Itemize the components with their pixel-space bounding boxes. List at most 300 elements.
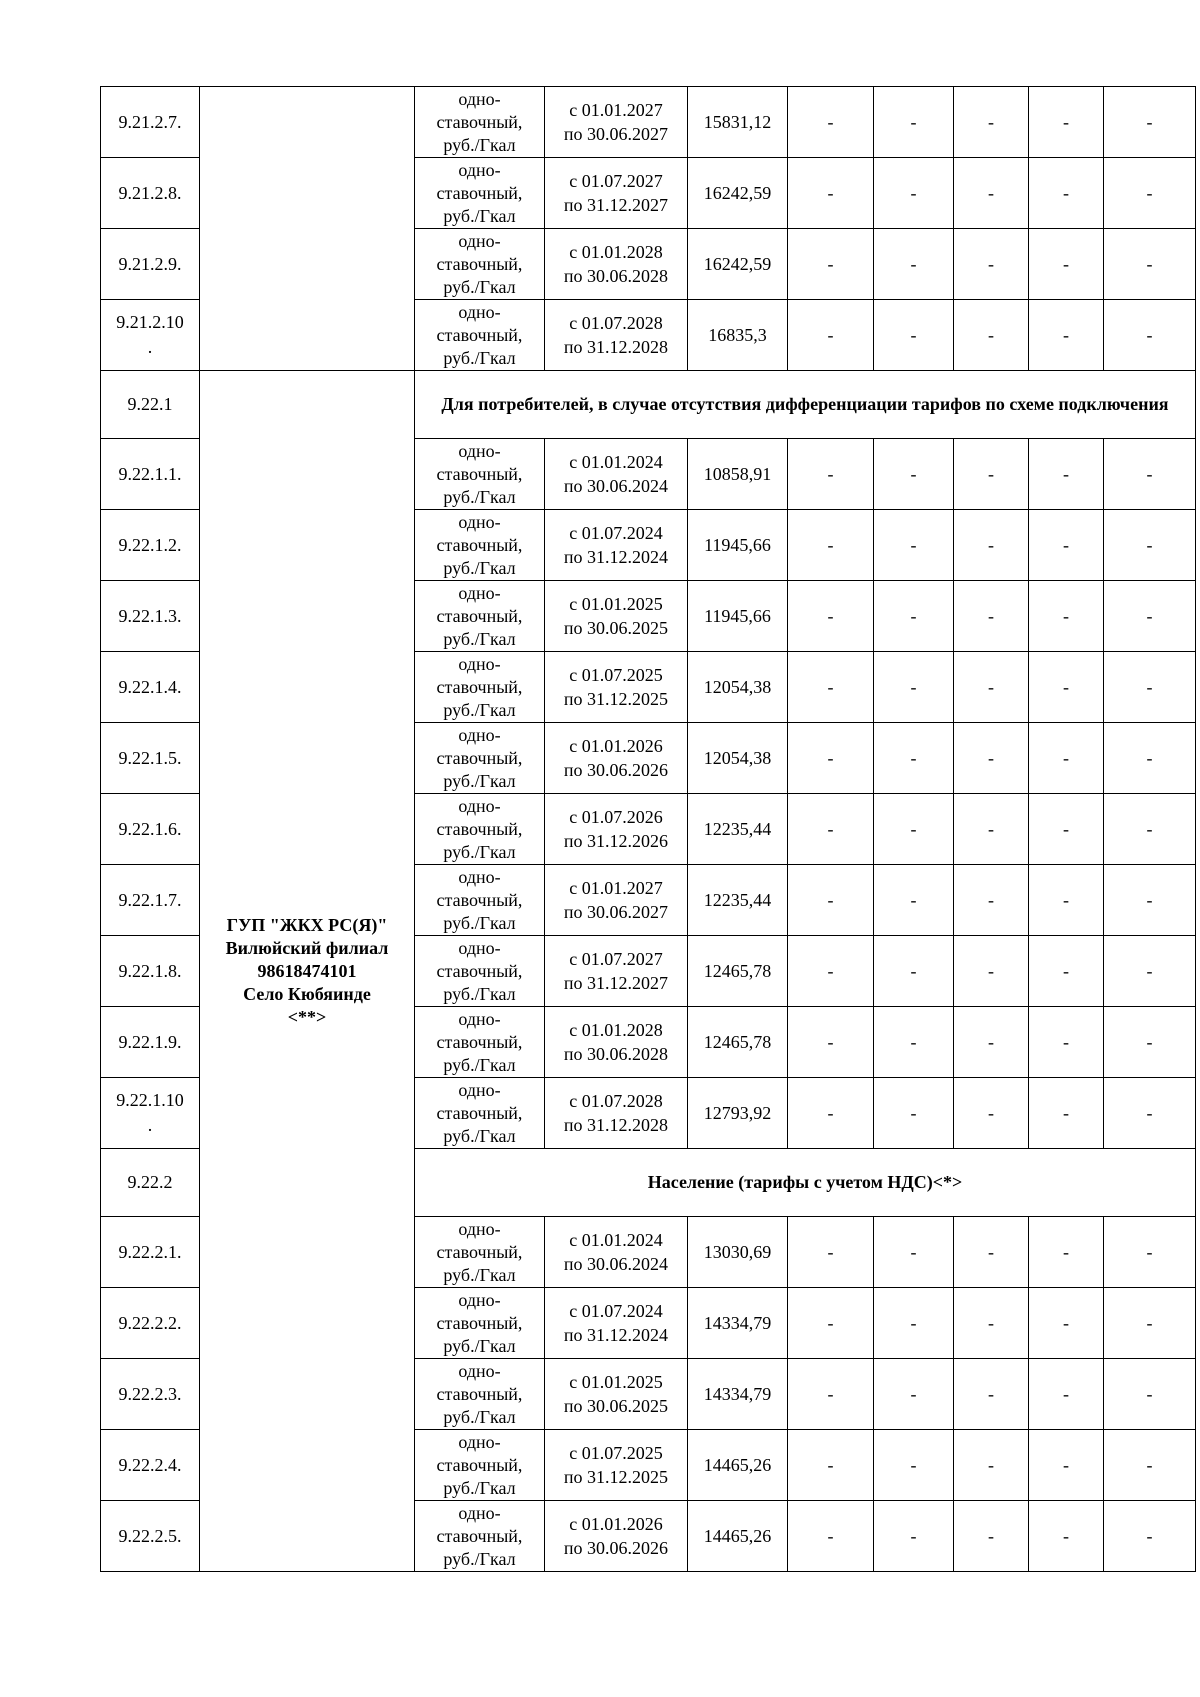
empty-value-dash: - [1104, 1430, 1196, 1501]
empty-value-dash: - [1029, 936, 1104, 1007]
row-number [101, 652, 200, 723]
period-cell [545, 87, 688, 158]
empty-value-dash: - [1029, 158, 1104, 229]
period-cell [545, 158, 688, 229]
row-number-text: 9.22.2 [127, 1172, 173, 1192]
empty-value-dash: - [874, 1288, 954, 1359]
tariff-type-line: руб./Гкал [443, 134, 516, 155]
period-cell [545, 1078, 688, 1149]
row-number-text: 9.22.1.5. [118, 747, 182, 768]
tariff-value: 16835,3 [688, 300, 788, 371]
empty-value-dash: - [874, 87, 954, 158]
period-from: с 01.07.2027 [569, 949, 663, 969]
tariff-type-line: руб./Гкал [443, 912, 516, 933]
period-from: с 01.07.2025 [569, 665, 663, 685]
period-from: с 01.07.2024 [569, 523, 663, 543]
row-number [101, 371, 200, 439]
tariff-type [415, 794, 545, 865]
row-number [101, 229, 200, 300]
tariff-type-line: ставочный, [436, 1031, 523, 1052]
tariff-type-line: одно- [458, 582, 501, 603]
period-cell [545, 581, 688, 652]
row-number [101, 1501, 200, 1572]
row-number-text: 9.21.2.9. [118, 253, 182, 274]
period-cell [545, 1359, 688, 1430]
tariff-type-line: руб./Гкал [443, 1125, 516, 1146]
empty-value-dash: - [788, 865, 874, 936]
row-number-text: 9.22.2.2. [118, 1312, 182, 1333]
row-number [101, 723, 200, 794]
period-from: с 01.07.2028 [569, 313, 663, 333]
empty-value-dash: - [954, 794, 1029, 865]
empty-value-dash: - [1104, 1288, 1196, 1359]
row-number [101, 439, 200, 510]
tariff-type [415, 1288, 545, 1359]
organization-cell [200, 371, 415, 1572]
organization-line: ГУП "ЖКХ РС(Я)" [226, 914, 388, 935]
empty-value-dash: - [954, 652, 1029, 723]
tariff-type-line: ставочный, [436, 1241, 523, 1262]
empty-value-dash: - [1104, 936, 1196, 1007]
tariff-type-line: руб./Гкал [443, 486, 516, 507]
tariff-type-line: одно- [458, 1502, 501, 1523]
tariff-type-line: руб./Гкал [443, 347, 516, 368]
row-number [101, 510, 200, 581]
tariff-value: 12054,38 [688, 723, 788, 794]
tariff-type-line: руб./Гкал [443, 699, 516, 720]
empty-value-dash: - [1029, 300, 1104, 371]
tariff-type-line: одно- [458, 159, 501, 180]
empty-value-dash: - [1104, 1501, 1196, 1572]
tariff-type [415, 936, 545, 1007]
row-number [101, 794, 200, 865]
tariff-type-line: ставочный, [436, 1312, 523, 1333]
tariff-type-line: ставочный, [436, 534, 523, 555]
empty-value-dash: - [954, 1007, 1029, 1078]
empty-value-dash: - [954, 1078, 1029, 1149]
empty-value-dash: - [1029, 1007, 1104, 1078]
tariff-type [415, 1359, 545, 1430]
organization-line: 98618474101 [257, 960, 357, 981]
tariff-type [415, 439, 545, 510]
tariff-value: 12054,38 [688, 652, 788, 723]
period-to: по 30.06.2028 [563, 266, 669, 286]
empty-value-dash: - [1104, 865, 1196, 936]
row-number-text: 9.22.1.3. [118, 605, 182, 626]
empty-value-dash: - [954, 158, 1029, 229]
empty-value-dash: - [874, 1430, 954, 1501]
tariff-type-line: ставочный, [436, 1525, 523, 1546]
period-cell [545, 510, 688, 581]
empty-value-dash: - [1029, 1359, 1104, 1430]
organization-line: Вилюйский филиал [225, 937, 389, 958]
tariff-type-line: одно- [458, 511, 501, 532]
tariff-type-line: ставочный, [436, 676, 523, 697]
period-from: с 01.07.2026 [569, 807, 663, 827]
empty-value-dash: - [954, 87, 1029, 158]
empty-value-dash: - [954, 723, 1029, 794]
period-to: по 30.06.2025 [563, 618, 669, 638]
tariff-value: 12465,78 [688, 936, 788, 1007]
row-number-text: 9.22.1.10 [116, 1090, 184, 1110]
tariff-type-line: одно- [458, 1008, 501, 1029]
empty-value-dash: - [1029, 1078, 1104, 1149]
tariff-type-line: руб./Гкал [443, 628, 516, 649]
empty-value-dash: - [954, 581, 1029, 652]
empty-value-dash: - [788, 229, 874, 300]
period-from: с 01.01.2028 [569, 1020, 663, 1040]
period-cell [545, 723, 688, 794]
period-to: по 30.06.2027 [563, 902, 669, 922]
row-number [101, 158, 200, 229]
period-cell [545, 1430, 688, 1501]
tariff-type [415, 1430, 545, 1501]
empty-value-dash: - [1029, 87, 1104, 158]
row-number [101, 1430, 200, 1501]
empty-value-dash: - [1029, 794, 1104, 865]
empty-value-dash: - [1029, 1217, 1104, 1288]
tariff-type-line: руб./Гкал [443, 1054, 516, 1075]
period-from: с 01.01.2024 [569, 452, 663, 472]
period-to: по 31.12.2026 [563, 831, 669, 851]
tariff-type [415, 229, 545, 300]
empty-value-dash: - [874, 510, 954, 581]
empty-value-dash: - [1104, 723, 1196, 794]
period-from: с 01.01.2027 [569, 878, 663, 898]
row-number [101, 1359, 200, 1430]
period-cell [545, 794, 688, 865]
tariff-value: 12465,78 [688, 1007, 788, 1078]
empty-value-dash: - [1104, 1217, 1196, 1288]
period-to: по 31.12.2028 [563, 1115, 669, 1135]
row-number-text: 9.22.1.4. [118, 676, 182, 697]
empty-value-dash: - [874, 1501, 954, 1572]
empty-value-dash: - [954, 1501, 1029, 1572]
tariff-type [415, 87, 545, 158]
tariff-type-line: ставочный, [436, 605, 523, 626]
tariff-type-line: руб./Гкал [443, 841, 516, 862]
organization-line: Село Кюбяинде [243, 983, 371, 1004]
empty-value-dash: - [954, 439, 1029, 510]
tariff-type-line: руб./Гкал [443, 1477, 516, 1498]
empty-value-dash: - [874, 439, 954, 510]
tariff-type [415, 1217, 545, 1288]
period-cell [545, 1007, 688, 1078]
tariff-type [415, 1501, 545, 1572]
period-to: по 31.12.2027 [563, 973, 669, 993]
table-row [101, 87, 1196, 158]
empty-value-dash: - [1029, 1501, 1104, 1572]
empty-value-dash: - [1029, 581, 1104, 652]
empty-value-dash: - [954, 865, 1029, 936]
tariff-type-line: одно- [458, 937, 501, 958]
period-to: по 31.12.2027 [563, 195, 669, 215]
row-number [101, 87, 200, 158]
row-number-text: 9.21.2.7. [118, 111, 182, 132]
empty-value-dash: - [1029, 652, 1104, 723]
empty-value-dash: - [788, 1430, 874, 1501]
period-to: по 31.12.2025 [563, 1467, 669, 1487]
row-number [101, 936, 200, 1007]
tariff-type-line: одно- [458, 866, 501, 887]
period-cell [545, 1501, 688, 1572]
period-cell [545, 865, 688, 936]
row-number-text: 9.22.1.7. [118, 889, 182, 910]
empty-value-dash: - [874, 652, 954, 723]
period-cell [545, 229, 688, 300]
tariff-value: 12235,44 [688, 865, 788, 936]
empty-value-dash: - [954, 936, 1029, 1007]
empty-value-dash: - [788, 652, 874, 723]
tariff-value: 11945,66 [688, 581, 788, 652]
empty-value-dash: - [1104, 439, 1196, 510]
row-number [101, 300, 200, 371]
tariff-value: 14334,79 [688, 1288, 788, 1359]
tariff-value: 12235,44 [688, 794, 788, 865]
empty-value-dash: - [954, 1430, 1029, 1501]
empty-value-dash: - [788, 1078, 874, 1149]
period-to: по 30.06.2027 [563, 124, 669, 144]
empty-value-dash: - [954, 1217, 1029, 1288]
empty-value-dash: - [1029, 510, 1104, 581]
tariff-type-line: ставочный, [436, 889, 523, 910]
empty-value-dash: - [788, 1359, 874, 1430]
empty-value-dash: - [874, 229, 954, 300]
tariff-type [415, 652, 545, 723]
tariff-value: 15831,12 [688, 87, 788, 158]
empty-value-dash: - [874, 581, 954, 652]
empty-value-dash: - [1104, 794, 1196, 865]
empty-value-dash: - [788, 1501, 874, 1572]
tariff-type-line: одно- [458, 1360, 501, 1381]
tariff-table [100, 86, 1196, 1572]
empty-value-dash: - [954, 1288, 1029, 1359]
tariff-type-line: ставочный, [436, 1454, 523, 1475]
period-to: по 30.06.2024 [563, 1254, 669, 1274]
row-number [101, 1217, 200, 1288]
row-number-text: 9.22.1.6. [118, 818, 182, 839]
empty-value-dash: - [954, 510, 1029, 581]
period-to: по 30.06.2026 [563, 1538, 669, 1558]
period-to: по 31.12.2025 [563, 689, 669, 709]
tariff-type-line: одно- [458, 795, 501, 816]
empty-value-dash: - [788, 581, 874, 652]
row-number-text: . [147, 337, 153, 357]
tariff-type-line: руб./Гкал [443, 983, 516, 1004]
empty-value-dash: - [1029, 865, 1104, 936]
period-from: с 01.01.2027 [569, 100, 663, 120]
tariff-type [415, 300, 545, 371]
empty-value-dash: - [788, 300, 874, 371]
period-from: с 01.07.2024 [569, 1301, 663, 1321]
empty-value-dash: - [1104, 510, 1196, 581]
period-to: по 30.06.2028 [563, 1044, 669, 1064]
row-number-text: 9.22.2.3. [118, 1383, 182, 1404]
row-number-text: 9.22.1.9. [118, 1031, 182, 1052]
empty-value-dash: - [1104, 87, 1196, 158]
period-to: по 30.06.2025 [563, 1396, 669, 1416]
row-number [101, 581, 200, 652]
empty-value-dash: - [788, 1007, 874, 1078]
row-number-text: 9.22.1.8. [118, 960, 182, 981]
empty-value-dash: - [1104, 1007, 1196, 1078]
row-number-text: 9.21.2.8. [118, 182, 182, 203]
tariff-type-line: одно- [458, 440, 501, 461]
tariff-type-line: ставочный, [436, 1383, 523, 1404]
empty-value-dash: - [788, 510, 874, 581]
empty-value-dash: - [954, 300, 1029, 371]
tariff-type-line: одно- [458, 230, 501, 251]
tariff-type-line: ставочный, [436, 818, 523, 839]
organization-line: <**> [287, 1006, 327, 1027]
tariff-value: 14465,26 [688, 1430, 788, 1501]
empty-value-dash: - [1029, 229, 1104, 300]
period-from: с 01.01.2026 [569, 736, 663, 756]
period-from: с 01.01.2024 [569, 1230, 663, 1250]
period-cell [545, 652, 688, 723]
period-from: с 01.07.2028 [569, 1091, 663, 1111]
empty-value-dash: - [1029, 1288, 1104, 1359]
empty-value-dash: - [874, 1359, 954, 1430]
row-number [101, 865, 200, 936]
prev-organization-cell [200, 87, 415, 371]
tariff-type-line: одно- [458, 88, 501, 109]
empty-value-dash: - [788, 158, 874, 229]
empty-value-dash: - [1104, 300, 1196, 371]
tariff-type [415, 1078, 545, 1149]
tariff-type-line: одно- [458, 1079, 501, 1100]
tariff-type [415, 723, 545, 794]
empty-value-dash: - [874, 936, 954, 1007]
period-to: по 31.12.2024 [563, 547, 669, 567]
empty-value-dash: - [874, 723, 954, 794]
row-number-text: 9.22.2.1. [118, 1241, 182, 1262]
period-from: с 01.07.2025 [569, 1443, 663, 1463]
period-cell [545, 1217, 688, 1288]
tariff-type-line: одно- [458, 1218, 501, 1239]
tariff-type-line: одно- [458, 1289, 501, 1310]
period-cell [545, 300, 688, 371]
tariff-type-line: ставочный, [436, 324, 523, 345]
empty-value-dash: - [788, 936, 874, 1007]
empty-value-dash: - [1104, 158, 1196, 229]
period-from: с 01.01.2025 [569, 1372, 663, 1392]
tariff-type-line: руб./Гкал [443, 276, 516, 297]
tariff-value: 12793,92 [688, 1078, 788, 1149]
period-cell [545, 439, 688, 510]
empty-value-dash: - [1104, 652, 1196, 723]
tariff-type [415, 865, 545, 936]
tariff-type-line: руб./Гкал [443, 1264, 516, 1285]
period-from: с 01.01.2028 [569, 242, 663, 262]
empty-value-dash: - [1029, 1430, 1104, 1501]
tariff-type-line: ставочный, [436, 463, 523, 484]
section-title: Для потребителей, в случае отсутствия дифференциации тарифов по схеме подключения [415, 371, 1196, 439]
empty-value-dash: - [874, 1217, 954, 1288]
empty-value-dash: - [788, 1217, 874, 1288]
period-from: с 01.07.2027 [569, 171, 663, 191]
period-cell [545, 936, 688, 1007]
tariff-type-line: ставочный, [436, 1102, 523, 1123]
section-title: Население (тарифы с учетом НДС)<*> [415, 1149, 1196, 1217]
section-row [101, 371, 1196, 439]
empty-value-dash: - [954, 1359, 1029, 1430]
period-from: с 01.01.2026 [569, 1514, 663, 1534]
empty-value-dash: - [788, 87, 874, 158]
tariff-type-line: ставочный, [436, 182, 523, 203]
tariff-type-line: ставочный, [436, 253, 523, 274]
row-number-text: 9.22.1.1. [118, 463, 182, 484]
tariff-type [415, 510, 545, 581]
row-number [101, 1149, 200, 1217]
period-from: с 01.01.2025 [569, 594, 663, 614]
tariff-value: 10858,91 [688, 439, 788, 510]
tariff-value: 16242,59 [688, 229, 788, 300]
row-number-text: . [147, 1115, 153, 1135]
period-to: по 30.06.2024 [563, 476, 669, 496]
tariff-table-body [101, 87, 1196, 1572]
tariff-type-line: руб./Гкал [443, 557, 516, 578]
tariff-type-line: руб./Гкал [443, 1548, 516, 1569]
tariff-type-line: руб./Гкал [443, 205, 516, 226]
tariff-type-line: одно- [458, 301, 501, 322]
tariff-type-line: ставочный, [436, 960, 523, 981]
empty-value-dash: - [788, 794, 874, 865]
row-number-text: 9.22.1 [127, 394, 173, 414]
row-number [101, 1288, 200, 1359]
empty-value-dash: - [788, 723, 874, 794]
tariff-type [415, 1007, 545, 1078]
tariff-type-line: одно- [458, 653, 501, 674]
empty-value-dash: - [874, 794, 954, 865]
tariff-value: 14334,79 [688, 1359, 788, 1430]
tariff-type-line: ставочный, [436, 111, 523, 132]
period-to: по 31.12.2024 [563, 1325, 669, 1345]
tariff-type-line: руб./Гкал [443, 770, 516, 791]
empty-value-dash: - [874, 300, 954, 371]
period-cell [545, 1288, 688, 1359]
tariff-value: 16242,59 [688, 158, 788, 229]
empty-value-dash: - [1029, 439, 1104, 510]
empty-value-dash: - [788, 1288, 874, 1359]
empty-value-dash: - [1104, 229, 1196, 300]
tariff-type-line: одно- [458, 724, 501, 745]
tariff-type [415, 158, 545, 229]
empty-value-dash: - [1104, 1078, 1196, 1149]
empty-value-dash: - [1104, 1359, 1196, 1430]
empty-value-dash: - [874, 1007, 954, 1078]
empty-value-dash: - [954, 229, 1029, 300]
period-to: по 31.12.2028 [563, 337, 669, 357]
tariff-type-line: ставочный, [436, 747, 523, 768]
row-number-text: 9.22.2.5. [118, 1525, 182, 1546]
row-number [101, 1078, 200, 1149]
empty-value-dash: - [874, 158, 954, 229]
tariff-value: 13030,69 [688, 1217, 788, 1288]
empty-value-dash: - [1029, 723, 1104, 794]
row-number [101, 1007, 200, 1078]
empty-value-dash: - [874, 865, 954, 936]
tariff-type-line: руб./Гкал [443, 1335, 516, 1356]
tariff-type-line: руб./Гкал [443, 1406, 516, 1427]
tariff-value: 14465,26 [688, 1501, 788, 1572]
tariff-type [415, 581, 545, 652]
row-number-text: 9.22.2.4. [118, 1454, 182, 1475]
tariff-type-line: одно- [458, 1431, 501, 1452]
row-number-text: 9.22.1.2. [118, 534, 182, 555]
tariff-value: 11945,66 [688, 510, 788, 581]
row-number-text: 9.21.2.10 [116, 312, 184, 332]
